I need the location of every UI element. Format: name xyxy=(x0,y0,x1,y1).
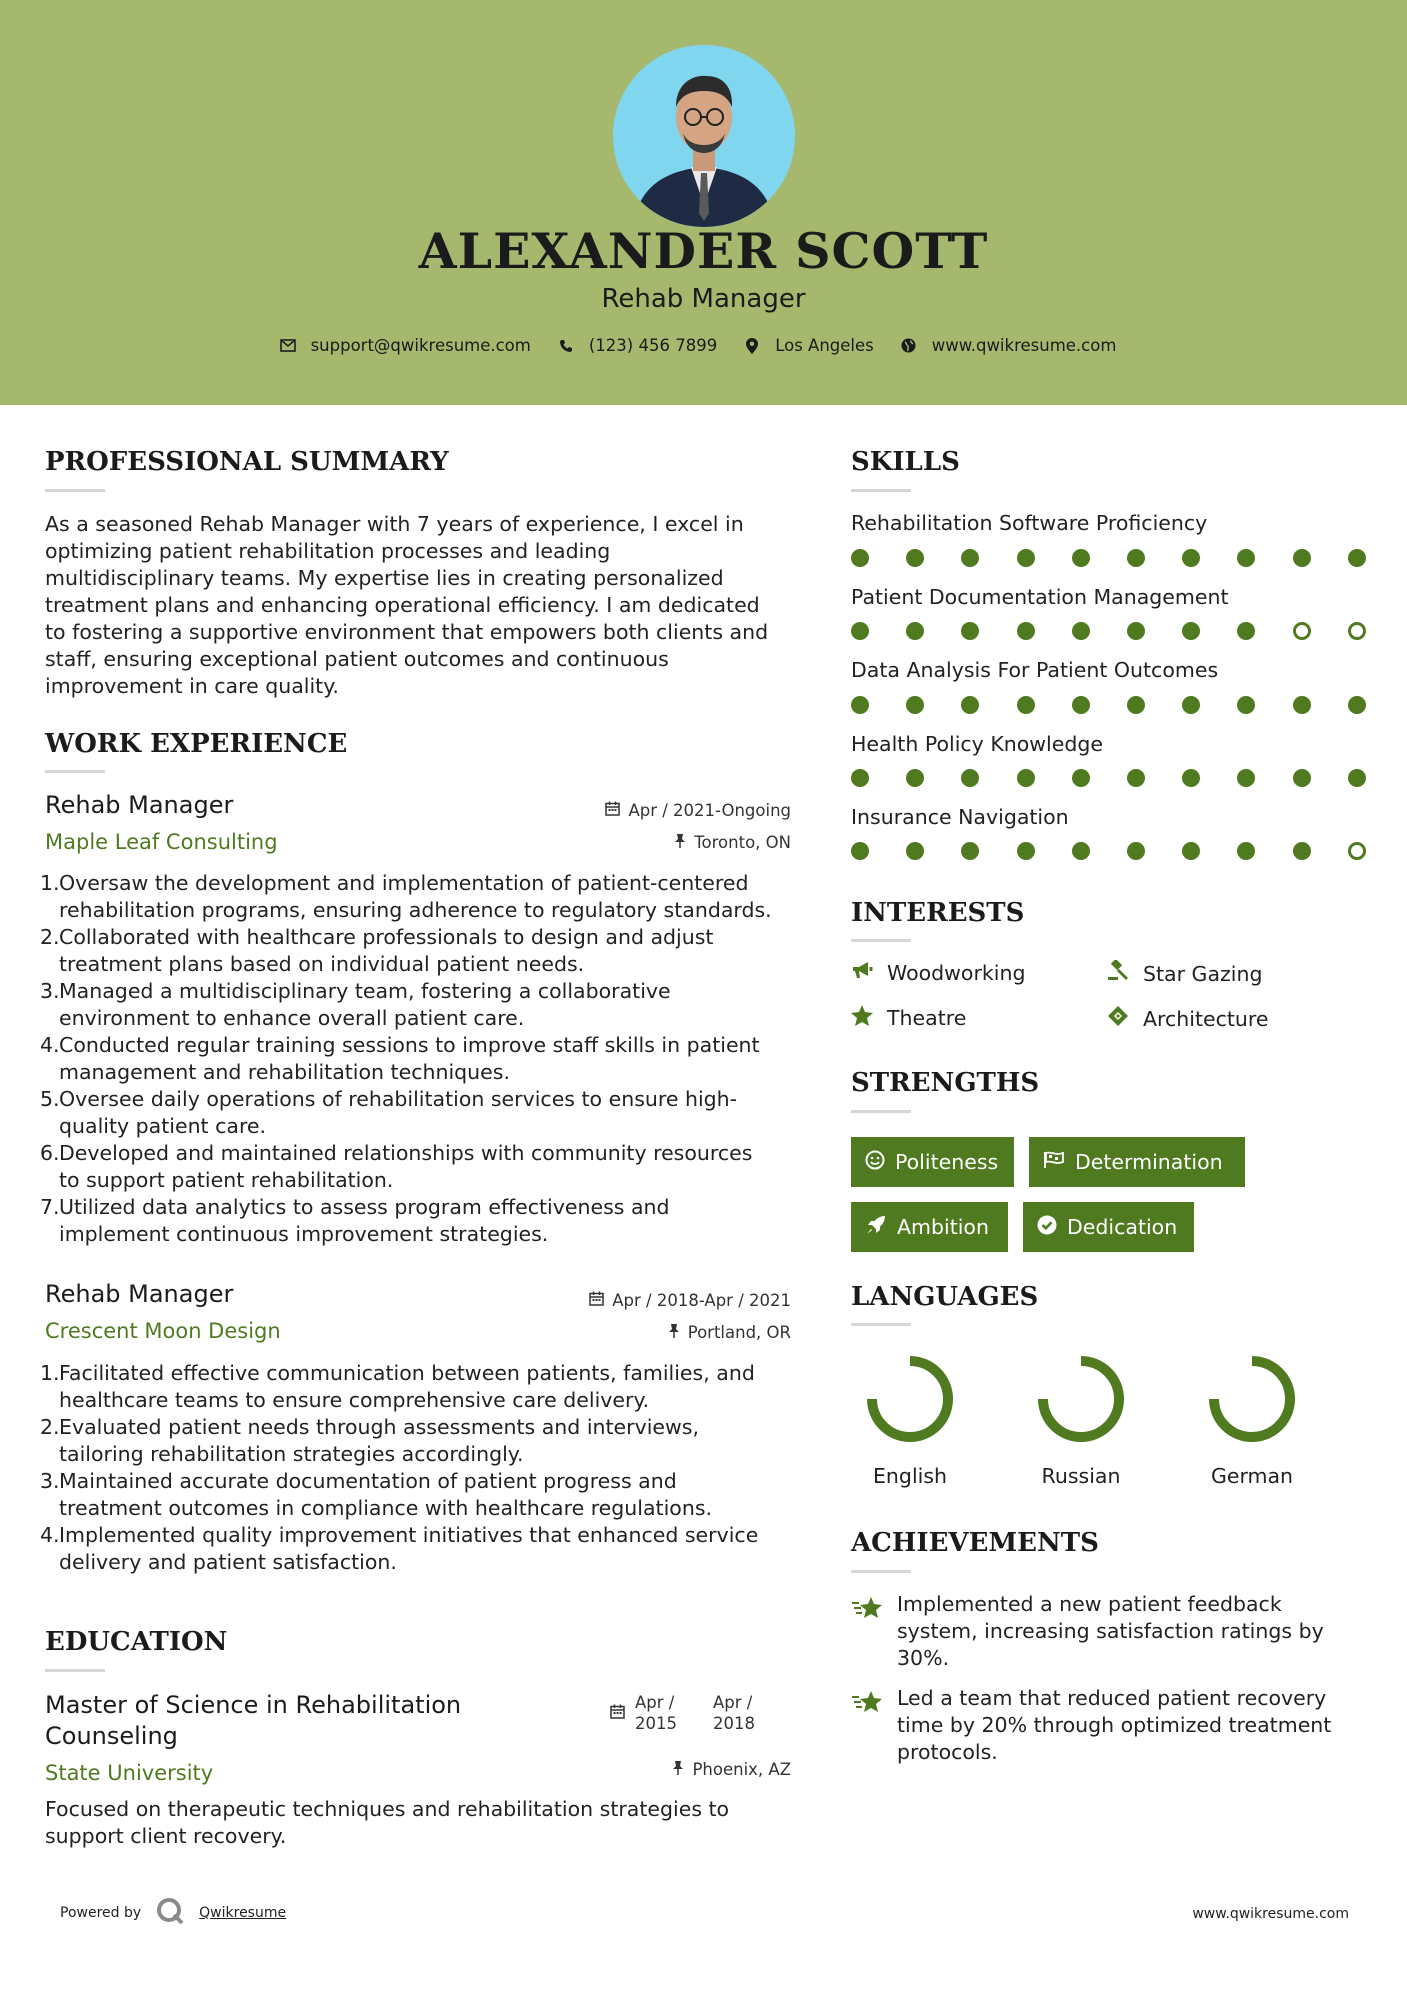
rating-dot-filled xyxy=(851,696,869,714)
language-ring xyxy=(863,1352,957,1446)
skill-rating xyxy=(851,842,1364,862)
achievement-text xyxy=(897,1685,1331,1766)
strength-label: Ambition xyxy=(897,1215,989,1239)
item-line: implement continuous improvement strategies. xyxy=(59,1222,549,1246)
rating-dot-filled xyxy=(1072,622,1090,640)
summary-text xyxy=(45,511,805,700)
item-line: Conducted regular training sessions to improve staff skills in patient xyxy=(59,1033,760,1057)
education-heading: EDUCATION xyxy=(45,1627,228,1657)
summary-line: optimizing patient rehabilitation processes and leading xyxy=(45,539,611,563)
interests-heading: INTERESTS xyxy=(851,898,1025,928)
skill-name: Health Policy Knowledge xyxy=(851,732,1104,756)
gavel-icon xyxy=(1107,960,1129,987)
achievement-item xyxy=(851,1685,1361,1766)
item-line: Developed and maintained relationships with community resources xyxy=(59,1141,753,1165)
candidate-name: ALEXANDER SCOTT xyxy=(418,222,989,280)
location-text: Toronto, ON xyxy=(694,833,791,852)
language-label: Russian xyxy=(1041,1464,1121,1488)
achievement-line: time by 20% through optimized treatment xyxy=(897,1713,1332,1737)
rating-dot-filled xyxy=(1348,696,1366,714)
item-number: 3. xyxy=(40,979,60,1003)
job-duties xyxy=(40,870,800,1248)
rating-dot-empty xyxy=(1348,622,1366,640)
achievement-item xyxy=(851,1591,1361,1672)
skill-rating xyxy=(851,696,1364,716)
item-number: 6. xyxy=(40,1141,60,1165)
achievement-star-icon xyxy=(851,1689,885,1766)
star-icon xyxy=(851,1005,873,1031)
item-line: Managed a multidisciplinary team, fostering a collaborative xyxy=(59,979,671,1003)
item-line: quality patient care. xyxy=(59,1114,267,1138)
ticket-icon xyxy=(1107,1005,1129,1032)
summary-line: multidisciplinary teams. My expertise lies in creating personalized xyxy=(45,566,724,590)
rating-dot-filled xyxy=(906,696,924,714)
envelope-icon xyxy=(279,337,297,355)
achievements-heading: ACHIEVEMENTS xyxy=(851,1528,1099,1558)
rating-dot-filled xyxy=(1237,696,1255,714)
job-date xyxy=(500,1291,791,1310)
pushpin-icon xyxy=(674,833,686,852)
rating-dot-filled xyxy=(1017,696,1035,714)
experience-rule xyxy=(45,770,105,773)
experience-heading: WORK EXPERIENCE xyxy=(45,729,348,759)
rating-dot-filled xyxy=(906,549,924,567)
skills-heading: SKILLS xyxy=(851,447,960,477)
candidate-title: Rehab Manager xyxy=(601,284,806,314)
item-line: Maintained accurate documentation of patient progress and xyxy=(59,1469,677,1493)
contact-bar xyxy=(0,336,1407,355)
interest-item xyxy=(1107,960,1262,987)
item-line: treatment outcomes in compliance with healthcare regulations. xyxy=(59,1496,713,1520)
languages-heading: LANGUAGES xyxy=(851,1282,1039,1312)
summary-rule xyxy=(45,489,105,492)
rating-dot-filled xyxy=(1237,842,1255,860)
qwikresume-logo-icon xyxy=(155,1896,185,1930)
interest-label: Theatre xyxy=(887,1006,967,1030)
rating-dot-filled xyxy=(1127,769,1145,787)
rating-dot-filled xyxy=(961,696,979,714)
interest-item xyxy=(851,960,1025,985)
date-part: Apr / xyxy=(713,1693,753,1712)
rating-dot-filled xyxy=(1182,842,1200,860)
interest-item xyxy=(1107,1005,1269,1032)
rocket-icon xyxy=(865,1214,887,1241)
rating-dot-filled xyxy=(1127,622,1145,640)
item-line: Utilized data analytics to assess program effectiveness and xyxy=(59,1195,670,1219)
item-line: Evaluated patient needs through assessments and interviews, xyxy=(59,1415,699,1439)
rating-dot-filled xyxy=(1182,622,1200,640)
list-item xyxy=(40,1468,800,1522)
brand-link[interactable]: Qwikresume xyxy=(199,1905,287,1921)
job-company: Maple Leaf Consulting xyxy=(45,830,278,854)
item-line: Collaborated with healthcare professionals to design and adjust xyxy=(59,925,714,949)
date-text: Apr / 2018-Apr / 2021 xyxy=(612,1291,791,1310)
rating-dot-filled xyxy=(1072,549,1090,567)
list-item xyxy=(40,978,800,1032)
achievement-line: 30%. xyxy=(897,1646,950,1670)
job-company: Crescent Moon Design xyxy=(45,1319,281,1343)
item-line: tailoring rehabilitation strategies accordingly. xyxy=(59,1442,524,1466)
powered-by-text: Powered by xyxy=(60,1905,142,1921)
interest-item xyxy=(851,1005,966,1031)
end-date xyxy=(713,1692,755,1734)
footer-powered-by xyxy=(60,1896,286,1930)
skill-rating xyxy=(851,769,1364,789)
resume-header xyxy=(0,0,1407,405)
skills-rule xyxy=(851,489,911,492)
strength-label: Dedication xyxy=(1067,1215,1178,1239)
rating-dot-filled xyxy=(1182,549,1200,567)
phone-icon xyxy=(557,337,575,355)
rating-dot-filled xyxy=(851,842,869,860)
list-item xyxy=(40,870,800,924)
list-item xyxy=(40,1194,800,1248)
item-line: delivery and patient satisfaction. xyxy=(59,1550,397,1574)
calendar-icon xyxy=(605,801,620,820)
rating-dot-filled xyxy=(961,769,979,787)
language-label: German xyxy=(1210,1464,1294,1488)
rating-dot-filled xyxy=(1293,549,1311,567)
education-rule xyxy=(45,1669,105,1672)
rating-dot-filled xyxy=(1127,842,1145,860)
calendar-icon xyxy=(610,1704,625,1723)
pushpin-icon xyxy=(672,1760,684,1779)
location-text: Phoenix, AZ xyxy=(692,1760,791,1779)
rating-dot-filled xyxy=(906,769,924,787)
rating-dot-filled xyxy=(1293,842,1311,860)
item-line: Oversaw the development and implementation of patient-centered xyxy=(59,871,749,895)
strength-label: Determination xyxy=(1075,1150,1223,1174)
achievement-line: system, increasing satisfaction ratings by xyxy=(897,1619,1324,1643)
language-ring xyxy=(1034,1352,1128,1446)
item-line: to support patient rehabilitation. xyxy=(59,1168,394,1192)
strength-badge xyxy=(851,1202,1008,1252)
summary-line: improvement in care quality. xyxy=(45,674,339,698)
achievement-line: Led a team that reduced patient recovery xyxy=(897,1686,1327,1710)
rating-dot-filled xyxy=(1017,842,1035,860)
website-text: www.qwikresume.com xyxy=(931,336,1117,355)
item-number: 3. xyxy=(40,1469,60,1493)
rating-dot-filled xyxy=(851,622,869,640)
description-line: support client recovery. xyxy=(45,1824,287,1848)
achievement-line: Implemented a new patient feedback xyxy=(897,1592,1282,1616)
footer-url[interactable]: www.qwikresume.com xyxy=(1192,1906,1349,1922)
strength-badge xyxy=(1029,1137,1245,1187)
list-item xyxy=(40,924,800,978)
list-item xyxy=(40,1140,800,1194)
rating-dot-filled xyxy=(1237,769,1255,787)
location-text: Los Angeles xyxy=(775,336,874,355)
phone-text: (123) 456 7899 xyxy=(588,336,718,355)
rating-dot-filled xyxy=(1017,549,1035,567)
skill-rating xyxy=(851,549,1364,569)
item-number: 5. xyxy=(40,1087,60,1111)
rating-dot-filled xyxy=(1237,622,1255,640)
skill-name: Rehabilitation Software Proficiency xyxy=(851,511,1208,535)
degree-line: Counseling xyxy=(45,1722,178,1750)
summary-line: As a seasoned Rehab Manager with 7 years of experience, I excel in xyxy=(45,512,744,536)
education-description xyxy=(45,1796,805,1850)
language-ring xyxy=(1205,1352,1299,1446)
language-label: English xyxy=(872,1464,948,1488)
rating-dot-filled xyxy=(1017,769,1035,787)
strength-label: Politeness xyxy=(895,1150,999,1174)
rating-dot-filled xyxy=(1348,549,1366,567)
item-number: 4. xyxy=(40,1523,60,1547)
job-date xyxy=(500,801,791,820)
check-circle-icon xyxy=(1037,1215,1057,1240)
job-title: Rehab Manager xyxy=(45,1280,234,1308)
list-item xyxy=(40,1360,800,1414)
map-pin-icon xyxy=(743,337,761,355)
rating-dot-empty xyxy=(1348,842,1366,860)
item-number: 7. xyxy=(40,1195,60,1219)
rating-dot-filled xyxy=(961,842,979,860)
item-number: 4. xyxy=(40,1033,60,1057)
start-date xyxy=(635,1692,677,1734)
rating-dot-filled xyxy=(906,622,924,640)
item-line: treatment plans based on individual patient needs. xyxy=(59,952,585,976)
job-location xyxy=(500,1323,791,1342)
contact-website[interactable] xyxy=(900,336,1117,355)
rating-dot-filled xyxy=(1127,696,1145,714)
date-part: 2018 xyxy=(713,1714,755,1733)
job-location xyxy=(500,833,791,852)
education-dates xyxy=(610,1692,755,1734)
interest-label: Woodworking xyxy=(887,960,1026,985)
rating-dot-filled xyxy=(851,549,869,567)
strength-badge xyxy=(1023,1202,1194,1252)
globe-icon xyxy=(900,337,918,355)
language-item xyxy=(1026,1352,1136,1488)
date-part: Apr / xyxy=(635,1693,675,1712)
rating-dot-filled xyxy=(1072,769,1090,787)
megaphone-icon xyxy=(851,960,873,985)
interests-rule xyxy=(851,939,911,942)
rating-dot-filled xyxy=(1182,769,1200,787)
item-line: Oversee daily operations of rehabilitation services to ensure high- xyxy=(59,1087,738,1111)
email-text: support@qwikresume.com xyxy=(310,336,531,355)
smile-icon xyxy=(865,1150,885,1175)
flag-icon xyxy=(1043,1150,1065,1174)
achievement-line: protocols. xyxy=(897,1740,998,1764)
item-line: environment to enhance overall patient care. xyxy=(59,1006,525,1030)
item-line: management and rehabilitation techniques. xyxy=(59,1060,510,1084)
rating-dot-filled xyxy=(1072,696,1090,714)
rating-dot-filled xyxy=(1127,549,1145,567)
item-number: 2. xyxy=(40,1415,60,1439)
job-duties xyxy=(40,1360,800,1576)
skill-rating xyxy=(851,622,1364,642)
skill-name: Patient Documentation Management xyxy=(851,585,1229,609)
description-line: Focused on therapeutic techniques and rehabilitation strategies to xyxy=(45,1797,730,1821)
pushpin-icon xyxy=(668,1323,680,1342)
rating-dot-filled xyxy=(961,622,979,640)
strengths-rule xyxy=(851,1110,911,1113)
list-item xyxy=(40,1522,800,1576)
date-part: 2015 xyxy=(635,1714,677,1733)
degree-title xyxy=(45,1690,461,1752)
item-number: 1. xyxy=(40,1361,60,1385)
contact-location xyxy=(743,336,874,355)
item-line: healthcare teams to ensure comprehensive care delivery. xyxy=(59,1388,650,1412)
achievements-rule xyxy=(851,1570,911,1573)
strengths-heading: STRENGTHS xyxy=(851,1068,1040,1098)
location-text: Portland, OR xyxy=(687,1323,791,1342)
rating-dot-filled xyxy=(1293,769,1311,787)
interest-label: Star Gazing xyxy=(1143,961,1263,986)
profile-photo xyxy=(613,45,795,227)
language-item xyxy=(855,1352,965,1488)
languages-rule xyxy=(851,1323,911,1326)
summary-heading: PROFESSIONAL SUMMARY xyxy=(45,447,449,477)
rating-dot-filled xyxy=(851,769,869,787)
rating-dot-filled xyxy=(1182,696,1200,714)
summary-line: to fostering a supportive environment that empowers both clients and xyxy=(45,620,769,644)
skill-name: Insurance Navigation xyxy=(851,805,1069,829)
rating-dot-filled xyxy=(906,842,924,860)
rating-dot-filled xyxy=(1293,696,1311,714)
rating-dot-empty xyxy=(1293,622,1311,640)
item-line: Facilitated effective communication between patients, families, and xyxy=(59,1361,755,1385)
achievement-text xyxy=(897,1591,1324,1672)
rating-dot-filled xyxy=(1072,842,1090,860)
item-number: 1. xyxy=(40,871,60,895)
item-line: Implemented quality improvement initiatives that enhanced service xyxy=(59,1523,759,1547)
strength-badge xyxy=(851,1137,1014,1187)
item-number: 2. xyxy=(40,925,60,949)
degree-line: Master of Science in Rehabilitation xyxy=(45,1691,462,1719)
education-location xyxy=(500,1760,791,1779)
date-text: Apr / 2021-Ongoing xyxy=(628,801,791,820)
list-item xyxy=(40,1086,800,1140)
job-title: Rehab Manager xyxy=(45,791,234,819)
list-item xyxy=(40,1032,800,1086)
rating-dot-filled xyxy=(1237,549,1255,567)
interest-label: Architecture xyxy=(1143,1006,1269,1031)
rating-dot-filled xyxy=(1017,622,1035,640)
rating-dot-filled xyxy=(1348,769,1366,787)
summary-line: staff, ensuring exceptional patient outcomes and continuous xyxy=(45,647,669,671)
item-line: rehabilitation programs, ensuring adherence to regulatory standards. xyxy=(59,898,772,922)
skill-name: Data Analysis For Patient Outcomes xyxy=(851,658,1219,682)
list-item xyxy=(40,1414,800,1468)
contact-email[interactable] xyxy=(279,336,531,355)
rating-dot-filled xyxy=(961,549,979,567)
language-item xyxy=(1197,1352,1307,1488)
school-name: State University xyxy=(45,1761,214,1785)
achievement-star-icon xyxy=(851,1595,885,1672)
contact-phone[interactable] xyxy=(557,336,717,355)
calendar-icon xyxy=(589,1291,604,1310)
summary-line: treatment plans and enhancing operational efficiency. I am dedicated xyxy=(45,593,760,617)
